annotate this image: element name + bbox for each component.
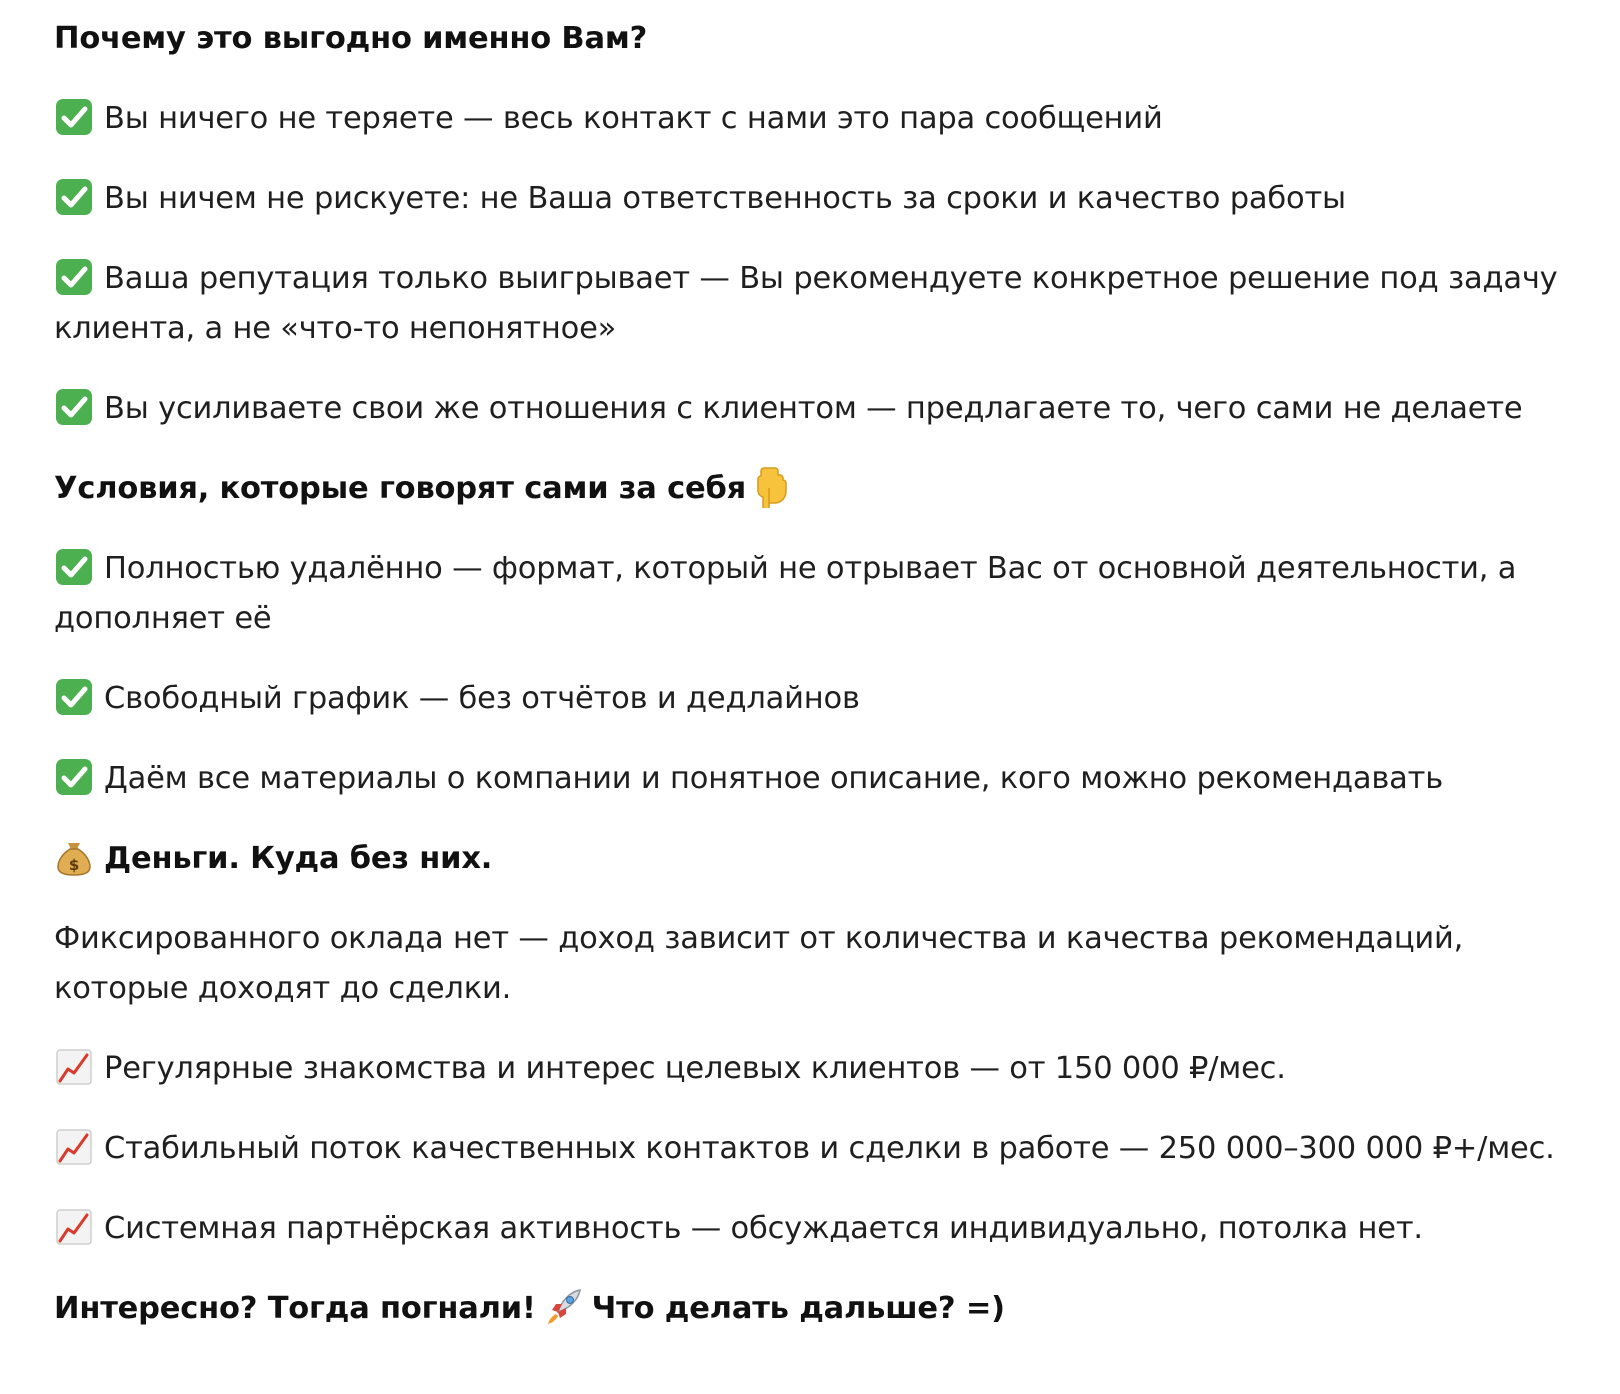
heading-money xyxy=(54,834,1594,884)
final-part-2: Что делать дальше? =) xyxy=(591,1291,1005,1326)
pointing-down-icon xyxy=(752,466,790,508)
check-mark-icon xyxy=(54,387,94,427)
why-item-4 xyxy=(54,384,1594,434)
chart-increasing-icon xyxy=(54,1207,94,1247)
why-item-4-text: Вы усиливаете свои же отношения с клиентом — предлагаете то, чего сами не делаете xyxy=(104,391,1523,426)
chart-increasing-icon xyxy=(54,1127,94,1167)
money-item-1 xyxy=(54,1044,1594,1094)
money-item-3 xyxy=(54,1204,1594,1254)
why-item-1-text: Вы ничего не теряете — весь контакт с нами это пара сообщений xyxy=(104,101,1163,136)
conditions-item-2 xyxy=(54,674,1594,724)
conditions-item-1 xyxy=(54,544,1594,644)
money-item-2-text: Стабильный поток качественных контактов и сделки в работе — 250 000–300 000 ₽+/мес. xyxy=(104,1131,1555,1166)
check-mark-icon xyxy=(54,97,94,137)
conditions-item-1-text: Полностью удалённо — формат, который не отрывает Вас от основной деятельности, а дополняет её xyxy=(54,551,1517,636)
money-item-1-text: Регулярные знакомства и интерес целевых клиентов — от 150 000 ₽/мес. xyxy=(104,1051,1286,1086)
chart-increasing-icon xyxy=(54,1047,94,1087)
svg-text:$: $ xyxy=(68,856,80,874)
money-bag-icon xyxy=(54,837,94,877)
check-mark-icon xyxy=(54,757,94,797)
heading-why: Почему это выгодно именно Вам? xyxy=(54,21,648,56)
why-item-3 xyxy=(54,254,1594,354)
check-mark-icon xyxy=(54,177,94,217)
conditions-item-3 xyxy=(54,754,1594,804)
heading-conditions xyxy=(54,464,1594,514)
why-item-2-text: Вы ничем не рискуете: не Ваша ответственность за сроки и качество работы xyxy=(104,181,1346,216)
check-mark-icon xyxy=(54,257,94,297)
why-item-3-text: Ваша репутация только выигрывает — Вы рекомендуете конкретное решение под задачу клиента, а не «что-то непонятное» xyxy=(54,261,1558,346)
rocket-icon xyxy=(542,1286,584,1328)
heading-money-text: Деньги. Куда без них. xyxy=(104,841,493,876)
why-item-1 xyxy=(54,94,1594,144)
money-item-2 xyxy=(54,1124,1594,1174)
money-item-3-text: Системная партнёрская активность — обсуждается индивидуально, потолка нет. xyxy=(104,1211,1423,1246)
money-description: Фиксированного оклада нет — доход зависит от количества и качества рекомендаций, которые доходят до сделки. xyxy=(54,921,1464,1006)
final-part-1: Интересно? Тогда погнали! xyxy=(54,1291,536,1326)
conditions-item-2-text: Свободный график — без отчётов и дедлайнов xyxy=(104,681,860,716)
check-mark-icon xyxy=(54,677,94,717)
document xyxy=(54,14,1594,1364)
check-mark-icon xyxy=(54,547,94,587)
heading-conditions-text: Условия, которые говорят сами за себя xyxy=(54,471,746,506)
final-call xyxy=(54,1284,1594,1334)
why-item-2 xyxy=(54,174,1594,224)
conditions-item-3-text: Даём все материалы о компании и понятное описание, кого можно рекомендавать xyxy=(104,761,1443,796)
